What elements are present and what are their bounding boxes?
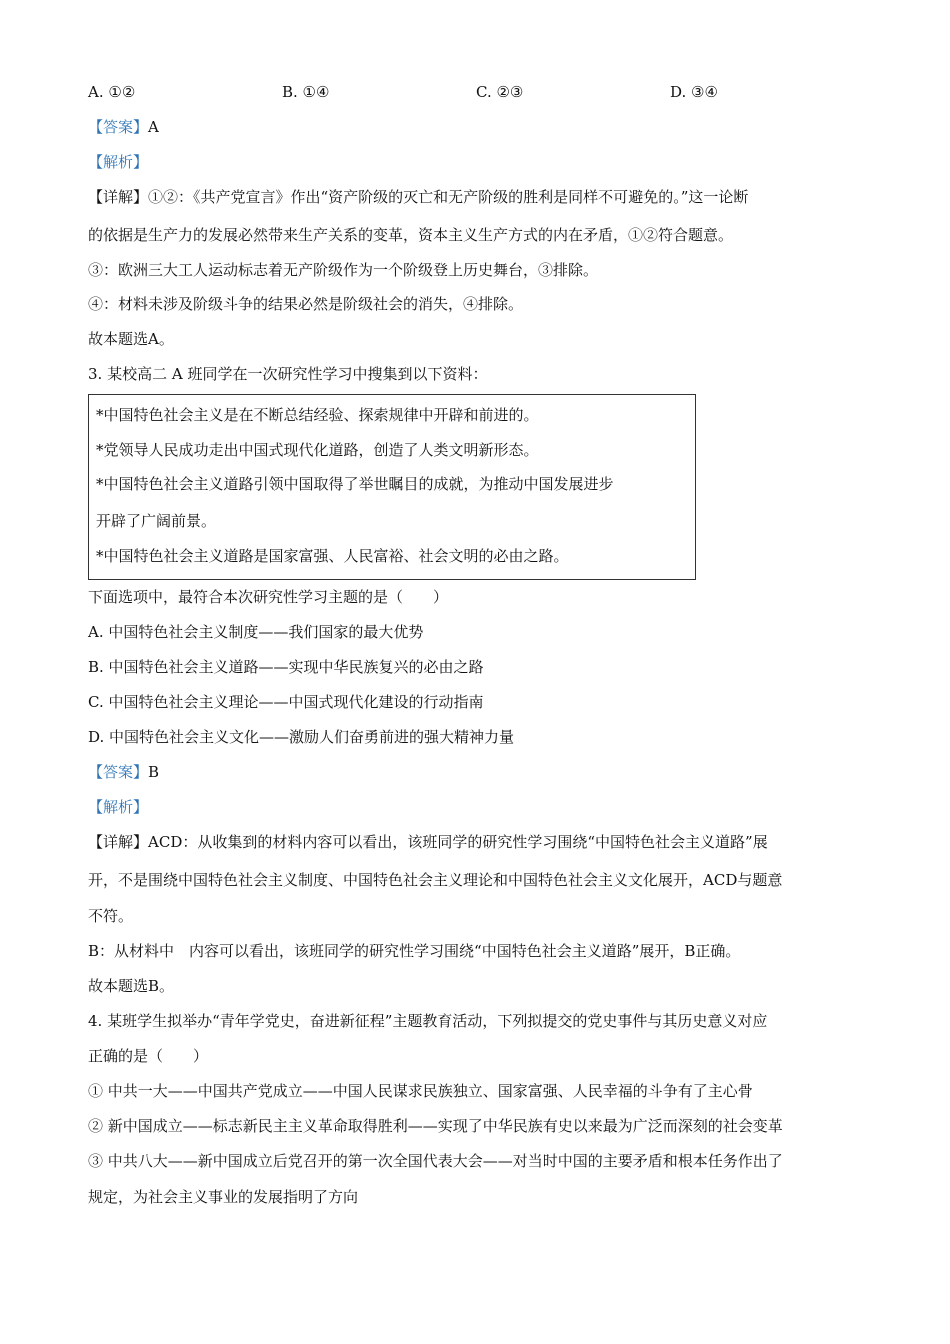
q3-option-c: C. 中国特色社会主义理论——中国式现代化建设的行动指南 [88,693,484,711]
q2-option-d: D. ③④ [670,83,718,101]
q3-detail-line-5: 故本题选B。 [88,977,175,995]
q3-material-line-4: 开辟了广阔前景。 [96,512,217,530]
q3-question: 下面选项中，最符合本次研究性学习主题的是（ ） [88,588,449,606]
q3-detail-text-1: ACD：从收集到的材料内容可以看出，该班同学的研究性学习围绕“中国特色社会主义道路”展 [148,833,768,851]
q2-detail-line-4: ④：材料未涉及阶级斗争的结果必然是阶级社会的消失，④排除。 [88,295,524,313]
q2-answer-line [88,117,159,137]
q3-detail-line-3: 不符。 [88,907,134,925]
q2-detail-line-2: 的依据是生产力的发展必然带来生产关系的变革，资本主义生产方式的内在矛盾，①②符合题意。 [88,226,734,244]
q2-detail-text-1: ①②：《共产党宣言》作出“资产阶级的灭亡和无产阶级的胜利是同样不可避免的。”这一论断 [148,188,749,206]
q2-detail-line-1 [88,187,748,207]
q2-analysis-tag: 【解析】 [88,153,149,171]
q3-detail-tag: 【详解】 [88,833,149,851]
q3-answer-line [88,762,159,782]
q3-detail-line-4: B：从材料中 内容可以看出，该班同学的研究性学习围绕“中国特色社会主义道路”展开，B正确。 [88,942,741,960]
q2-detail-tag: 【详解】 [88,188,149,206]
q3-analysis-tag: 【解析】 [88,798,149,816]
q4-stem-line-1: 4. 某班学生拟举办“青年学党史，奋进新征程”主题教育活动，下列拟提交的党史事件与其历史意义对应 [88,1012,768,1030]
q3-material-line-2: *党领导人民成功走出中国式现代化道路，创造了人类文明新形态。 [96,441,539,459]
q3-answer-value: B [148,763,160,781]
q4-item-3-cont: 规定，为社会主义事业的发展指明了方向 [88,1188,359,1206]
q3-material-line-1: *中国特色社会主义是在不断总结经验、探索规律中开辟和前进的。 [96,406,539,424]
q3-option-d: D. 中国特色社会主义文化——激励人们奋勇前进的强大精神力量 [88,728,515,746]
q3-option-a: A. 中国特色社会主义制度——我们国家的最大优势 [88,623,424,641]
q3-answer-tag: 【答案】 [88,763,149,781]
q3-option-b: B. 中国特色社会主义道路——实现中华民族复兴的必由之路 [88,658,484,676]
q4-item-3: ③ 中共八大——新中国成立后党召开的第一次全国代表大会——对当时中国的主要矛盾和根本任务作出了 [88,1152,783,1170]
q3-detail-line-2: 开，不是围绕中国特色社会主义制度、中国特色社会主义理论和中国特色社会主义文化展开，ACD与题意 [88,871,783,889]
q2-option-a: A. ①② [88,83,136,101]
q3-detail-line-1 [88,832,768,852]
q2-detail-line-5: 故本题选A。 [88,330,174,348]
q2-option-b: B. ①④ [282,83,330,101]
q4-item-2: ② 新中国成立——标志新民主主义革命取得胜利——实现了中华民族有史以来最为广泛而深刻的社会变革 [88,1117,783,1135]
q2-option-c: C. ②③ [476,83,524,101]
q4-stem-line-2: 正确的是（ ） [88,1047,209,1065]
q2-answer-tag: 【答案】 [88,118,149,136]
q4-item-1: ① 中共一大——中国共产党成立——中国人民谋求民族独立、国家富强、人民幸福的斗争有了主心骨 [88,1082,753,1100]
q3-stem: 3. 某校高二 A 班同学在一次研究性学习中搜集到以下资料： [88,365,488,383]
q3-material-line-5: *中国特色社会主义道路是国家富强、人民富裕、社会文明的必由之路。 [96,547,569,565]
q2-answer-value: A [148,118,159,136]
q3-material-line-3: *中国特色社会主义道路引领中国取得了举世瞩目的成就，为推动中国发展进步 [96,475,614,493]
q2-detail-line-3: ③：欧洲三大工人运动标志着无产阶级作为一个阶级登上历史舞台，③排除。 [88,261,599,279]
